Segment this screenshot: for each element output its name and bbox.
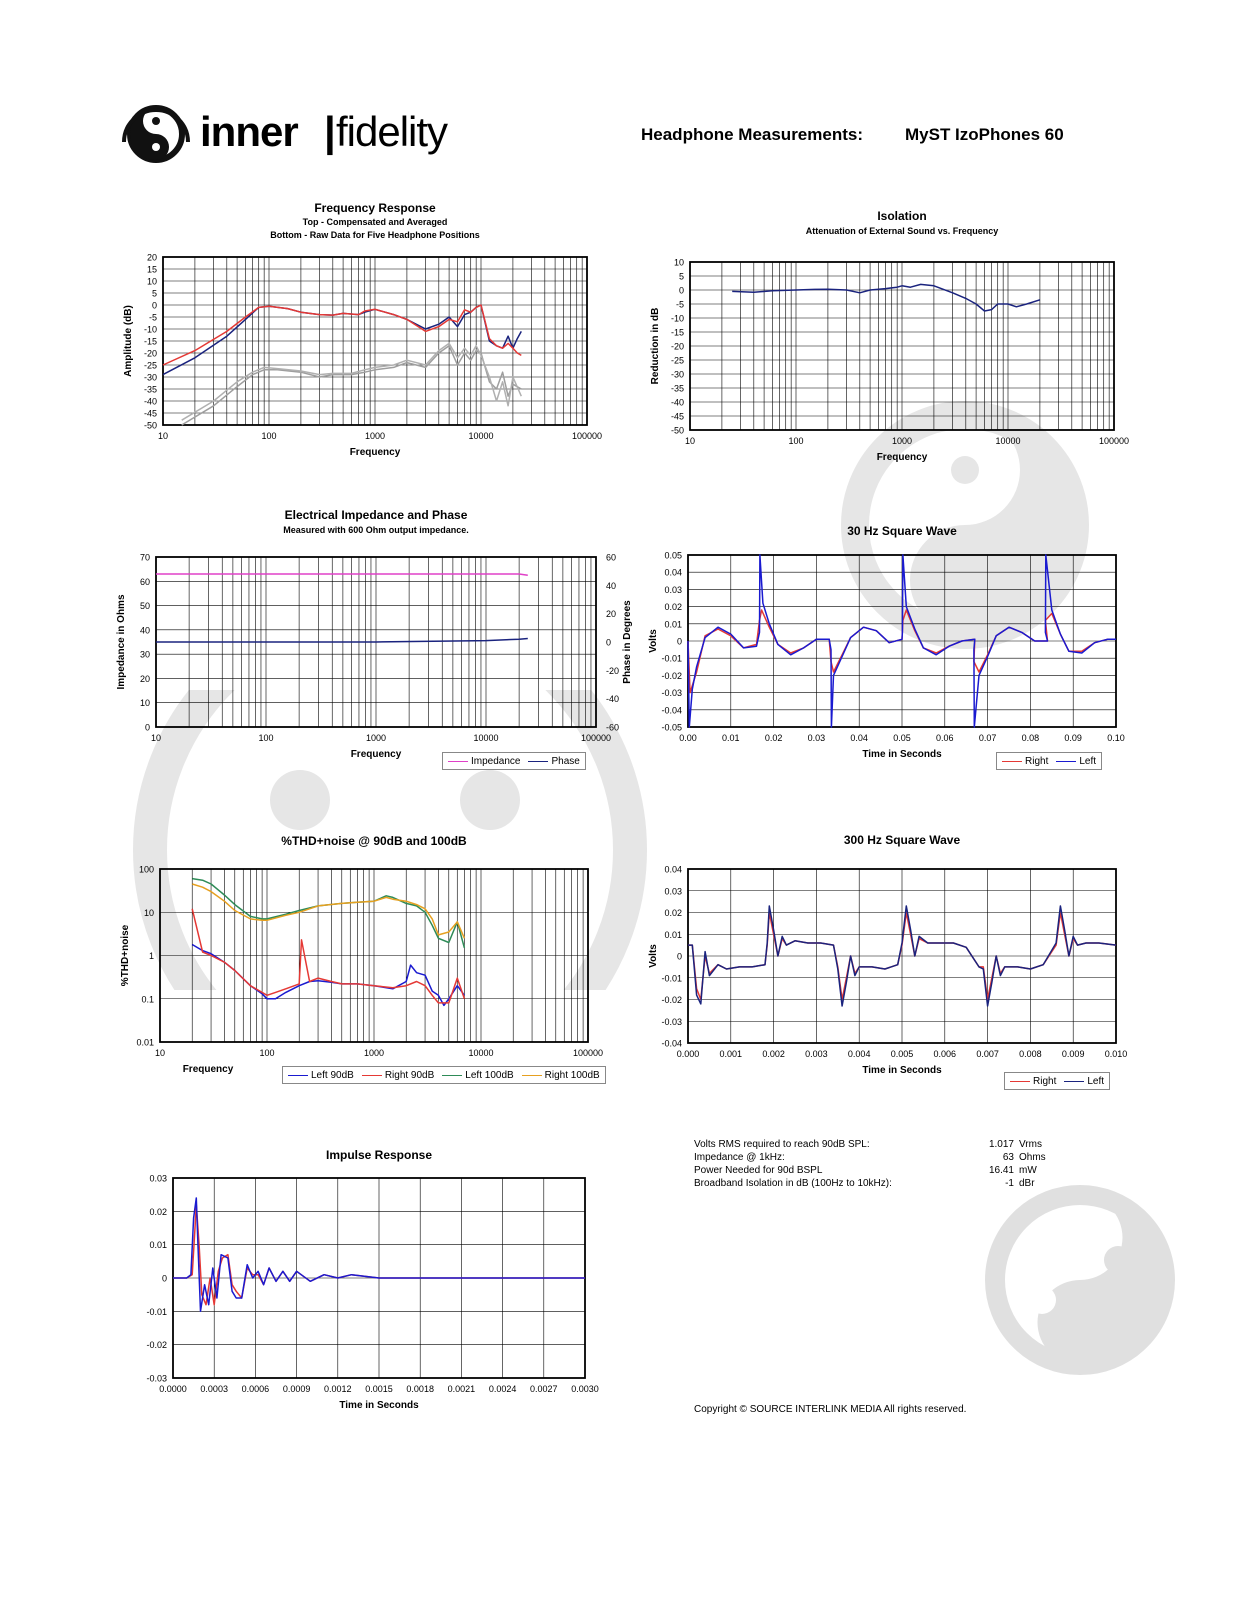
x-tick-label: 0.0006 (241, 1384, 270, 1394)
y-tick-label: -0.04 (661, 1038, 682, 1049)
y-tick-label: 10 (139, 698, 150, 709)
y-tick-label: 0.1 (141, 994, 154, 1005)
y-axis-label: Impedance in Ohms (116, 594, 127, 690)
y-tick-label: -0.03 (146, 1373, 167, 1384)
y-tick-label: 0.04 (664, 567, 682, 578)
legend-sq30 (996, 752, 1102, 770)
x-tick-label: 0.0012 (324, 1384, 352, 1394)
chart-title: Electrical Impedance and Phase (284, 508, 468, 522)
y-tick-label: -0.02 (146, 1340, 167, 1351)
y-tick-label: 0.01 (664, 619, 682, 630)
x-tick-label: 0.004 (847, 1049, 871, 1059)
x-tick-label: 0.04 (850, 733, 868, 743)
y-tick-label: 0.03 (664, 886, 682, 897)
series-line-left-90db (192, 945, 464, 1006)
x-tick-label: 0.010 (1104, 1049, 1128, 1059)
legend-impedance (442, 752, 586, 770)
y-tick-label: 0.01 (136, 1037, 154, 1048)
y-tick-label: 20 (146, 252, 157, 263)
y-tick-label: 0.05 (664, 550, 682, 561)
y-tick-label: -35 (143, 384, 157, 395)
y-tick-label: -35 (670, 383, 684, 394)
x-axis-label: Time in Seconds (862, 1065, 942, 1076)
chart-title: Impulse Response (325, 1148, 433, 1162)
x-tick-label: 1000 (891, 436, 913, 446)
x-tick-label: 100000 (1098, 436, 1130, 446)
x-tick-label: 10 (157, 431, 169, 441)
x-tick-label: 0.01 (722, 733, 740, 743)
y2-tick-label: 20 (606, 609, 617, 620)
series-line-phase (156, 639, 528, 643)
x-tick-label: 1000 (365, 733, 387, 743)
x-axis-label: Frequency (876, 452, 928, 463)
y-tick-label: -0.01 (146, 1306, 167, 1317)
x-tick-label: 0.008 (1019, 1049, 1042, 1059)
x-tick-label: 0.06 (936, 733, 954, 743)
y-tick-label: 10 (146, 276, 157, 287)
y-tick-label: 70 (139, 552, 150, 563)
y-tick-label: -40 (670, 397, 684, 408)
x-tick-label: 100000 (580, 733, 612, 743)
y-tick-label: 5 (678, 271, 684, 282)
y-tick-label: -10 (143, 324, 157, 335)
chart-title: 300 Hz Square Wave (843, 833, 961, 847)
x-tick-label: 0.0015 (365, 1384, 393, 1394)
chart-title: 30 Hz Square Wave (847, 524, 957, 538)
legend-item-right-90: Right 90dB (362, 1070, 434, 1081)
chart-subtitle: Measured with 600 Ohm output impedance. (283, 525, 469, 535)
y-tick-label: 40 (139, 625, 150, 636)
y-tick-label: -20 (670, 341, 684, 352)
x-tick-label: 100000 (572, 1048, 604, 1058)
y-axis-label: Amplitude (dB) (123, 305, 134, 377)
x-tick-label: 0.0030 (571, 1384, 599, 1394)
x-tick-label: 0.03 (807, 733, 826, 743)
series-line-impedance (156, 574, 528, 575)
y-tick-label: 10 (143, 907, 154, 918)
y-tick-label: -50 (143, 420, 157, 431)
y-tick-label: -0.03 (661, 1016, 682, 1027)
y-tick-label: -5 (675, 299, 684, 310)
x-tick-label: 100 (788, 436, 804, 446)
y-tick-label: 0 (144, 722, 150, 733)
x-tick-label: 0.0003 (200, 1384, 228, 1394)
y-tick-label: -0.01 (661, 653, 682, 664)
y-tick-label: -15 (143, 336, 157, 347)
legend-sq300 (1004, 1072, 1110, 1090)
y-tick-label: 0 (676, 636, 682, 647)
stat-row: Power Needed for 90d BSPL 16.41 mW (694, 1165, 1037, 1176)
stat-row: Volts RMS required to reach 90dB SPL: 1.017 Vrms (694, 1139, 1042, 1150)
y2-tick-label: -40 (606, 694, 620, 705)
y-tick-label: 50 (139, 601, 150, 612)
x-tick-label: 0.009 (1061, 1049, 1085, 1059)
x-tick-label: 0.10 (1107, 733, 1125, 743)
legend-item-right-100: Right 100dB (522, 1070, 600, 1081)
brand-inner-text: inner (200, 108, 298, 155)
y-axis-label: %THD+noise (120, 924, 131, 987)
y-tick-label: 10 (673, 257, 684, 268)
series-line-left-100db (192, 879, 464, 948)
x-tick-label: 0.003 (805, 1049, 828, 1059)
x-tick-label: 100 (261, 431, 277, 441)
y-tick-label: -0.03 (661, 688, 682, 699)
x-tick-label: 0.006 (933, 1049, 957, 1059)
x-tick-label: 1000 (364, 431, 386, 441)
stat-row: Impedance @ 1kHz: 63 Ohms (694, 1152, 1046, 1163)
y-tick-label: -45 (143, 408, 157, 419)
y2-axis-label: Phase in Degrees (622, 600, 633, 684)
y-tick-label: -20 (143, 348, 157, 359)
x-axis-label: Time in Seconds (862, 749, 942, 760)
x-tick-label: 0.00 (679, 733, 697, 743)
x-axis-label: Time in Seconds (339, 1400, 419, 1411)
y-tick-label: 0 (151, 300, 157, 311)
y-tick-label: -0.01 (661, 973, 682, 984)
x-tick-label: 10000 (473, 733, 499, 743)
y-tick-label: 0 (161, 1273, 167, 1284)
x-tick-label: 0.07 (978, 733, 997, 743)
x-tick-label: 0.05 (893, 733, 911, 743)
x-tick-label: 10000 (468, 431, 494, 441)
legend-item-left: Left (1064, 1076, 1104, 1087)
x-tick-label: 10000 (468, 1048, 494, 1058)
y-tick-label: 1 (148, 951, 154, 961)
chart-subtitle: Top - Compensated and Averaged (302, 217, 448, 227)
y-tick-label: -30 (670, 369, 684, 380)
series-line-right-90db (192, 909, 464, 1003)
y-tick-label: 5 (151, 288, 157, 299)
y-tick-label: 100 (138, 864, 154, 875)
series-line-fr-0 (163, 305, 521, 375)
x-tick-label: 0.0024 (488, 1384, 517, 1394)
y-tick-label: 0 (676, 951, 682, 962)
y-tick-label: 0.02 (664, 908, 682, 918)
x-tick-label: 100 (259, 1048, 275, 1058)
y-tick-label: -25 (670, 355, 684, 366)
x-tick-label: 1000 (363, 1048, 385, 1058)
legend-item-left-100: Left 100dB (442, 1070, 513, 1081)
y-axis-label: Volts (648, 944, 659, 968)
series-line-iso-0 (732, 284, 1040, 311)
x-tick-label: 100000 (571, 431, 603, 441)
y-tick-label: -0.04 (661, 705, 682, 716)
y2-tick-label: 60 (606, 552, 617, 563)
y-tick-label: -50 (670, 425, 684, 436)
y-tick-label: -45 (670, 411, 684, 422)
copyright-text: Copyright © SOURCE INTERLINK MEDIA All rights reserved. (694, 1404, 967, 1415)
y-tick-label: 0.01 (664, 929, 682, 940)
x-tick-label: 10 (154, 1048, 166, 1058)
y-tick-label: -25 (143, 360, 157, 371)
y-axis-label: Reduction in dB (650, 307, 661, 385)
header-model: MyST IzoPhones 60 (905, 125, 1064, 144)
stat-row: Broadband Isolation in dB (100Hz to 10kHz): -1 dBr (694, 1178, 1035, 1189)
legend-item-impedance: Impedance (448, 756, 520, 767)
y-tick-label: -10 (670, 313, 684, 324)
x-tick-label: 0.0027 (530, 1384, 558, 1394)
chart-subtitle: Bottom - Raw Data for Five Headphone Positions (270, 230, 480, 240)
y-tick-label: 0.02 (149, 1206, 167, 1217)
x-axis-label: Frequency (182, 1064, 234, 1075)
x-tick-label: 0.000 (676, 1049, 700, 1059)
y-tick-label: 0.03 (664, 584, 682, 595)
x-tick-label: 0.007 (976, 1049, 999, 1059)
y2-tick-label: -20 (606, 665, 620, 676)
y-tick-label: -0.02 (661, 670, 682, 681)
y2-tick-label: 0 (606, 637, 612, 648)
y2-tick-label: -60 (606, 722, 620, 733)
x-tick-label: 0.001 (719, 1049, 743, 1059)
brand-separator: | (324, 108, 336, 155)
y-tick-label: 15 (146, 264, 157, 275)
legend-item-left: Left (1056, 756, 1096, 767)
y2-tick-label: 40 (606, 580, 617, 591)
legend-item-phase: Phase (528, 756, 579, 767)
chart-title: Isolation (877, 209, 927, 223)
y-tick-label: -15 (670, 327, 684, 338)
y-axis-label: Volts (648, 629, 659, 653)
x-tick-label: 0.0000 (159, 1384, 187, 1394)
chart-title: %THD+noise @ 90dB and 100dB (281, 834, 467, 848)
legend-thd (282, 1066, 606, 1084)
x-axis-label: Frequency (349, 447, 401, 458)
x-tick-label: 0.09 (1064, 733, 1082, 743)
x-tick-label: 0.0009 (282, 1384, 311, 1394)
x-tick-label: 0.002 (762, 1049, 785, 1059)
y-tick-label: 20 (139, 673, 150, 684)
legend-item-right: Right (1010, 1076, 1056, 1087)
x-axis-label: Frequency (350, 749, 402, 760)
y-tick-label: 0 (678, 285, 684, 296)
chart-subtitle: Attenuation of External Sound vs. Frequency (805, 226, 999, 236)
y-tick-label: -5 (148, 312, 157, 323)
x-tick-label: 0.0021 (447, 1384, 476, 1394)
legend-item-left-90: Left 90dB (288, 1070, 354, 1081)
y-tick-label: 30 (139, 649, 150, 660)
header-label: Headphone Measurements: (641, 125, 863, 144)
x-tick-label: 100 (258, 733, 274, 743)
x-tick-label: 0.005 (890, 1049, 914, 1059)
legend-item-right: Right (1002, 756, 1048, 767)
x-tick-label: 10 (150, 733, 162, 743)
y-tick-label: -40 (143, 396, 157, 407)
y-tick-label: -30 (143, 372, 157, 383)
y-tick-label: 0.01 (149, 1240, 167, 1251)
x-tick-label: 10 (684, 436, 696, 446)
x-tick-label: 0.08 (1021, 733, 1040, 743)
x-tick-label: 0.0018 (406, 1384, 434, 1394)
brand-fidelity-text: fidelity (336, 108, 448, 155)
stats-block (694, 1138, 1054, 1190)
x-tick-label: 0.02 (764, 733, 783, 743)
y-tick-label: 0.03 (149, 1173, 167, 1184)
x-tick-label: 10000 (995, 436, 1021, 446)
y-tick-label: -0.02 (661, 995, 682, 1005)
chart-title: Frequency Response (314, 201, 436, 215)
y-tick-label: 0.04 (664, 864, 682, 875)
y-tick-label: 0.02 (664, 602, 682, 613)
y-tick-label: -0.05 (661, 722, 682, 733)
y-tick-label: 60 (139, 576, 150, 587)
